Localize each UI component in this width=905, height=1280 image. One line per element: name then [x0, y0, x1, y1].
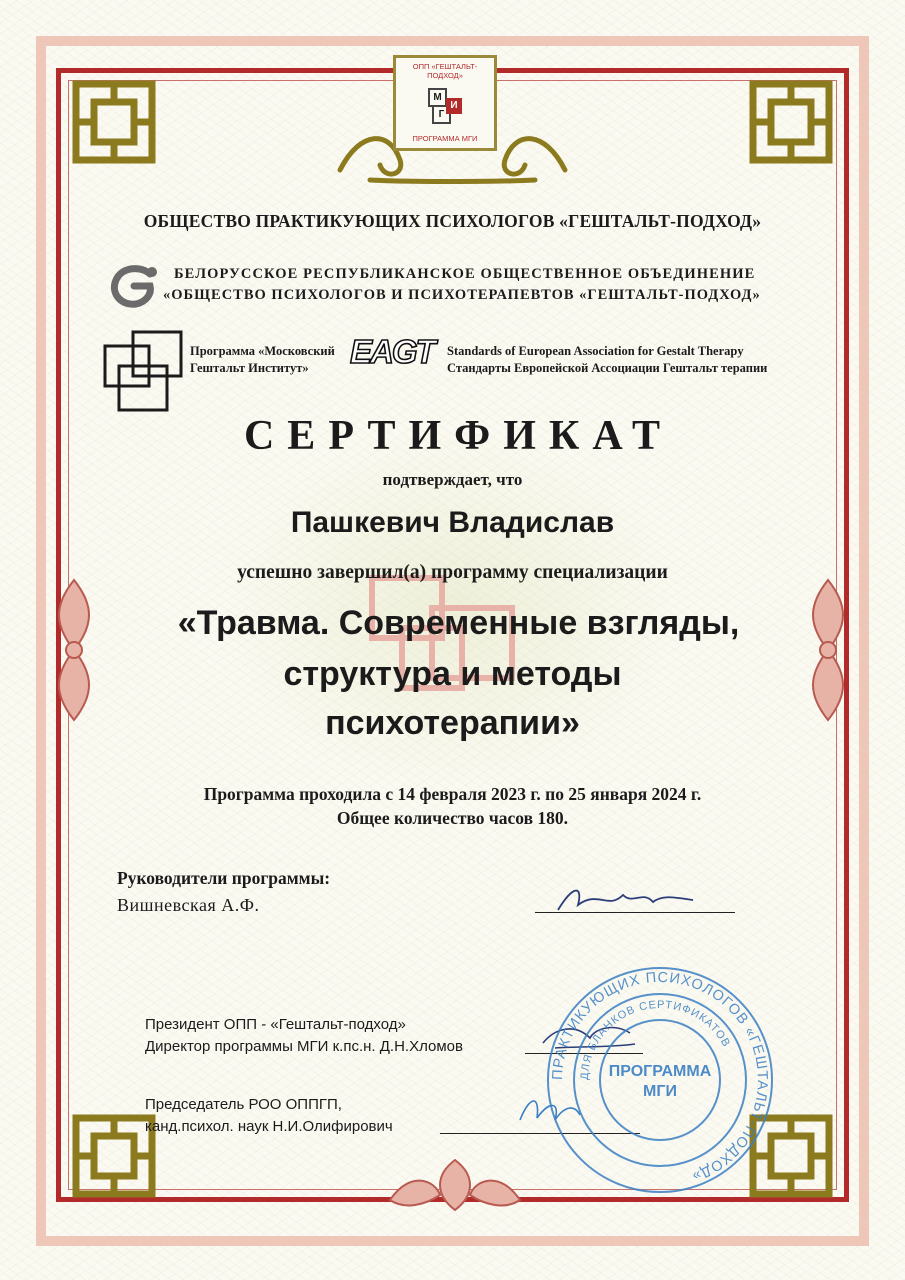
gestalt-g-logo	[108, 264, 160, 308]
belarus-line-1: БЕЛОРУССКОЕ РЕСПУБЛИКАНСКОЕ ОБЩЕСТВЕННОЕ ОБЪЕДИНЕНИЕ	[174, 266, 756, 282]
program-logo	[393, 55, 497, 151]
logo-mark	[426, 88, 466, 124]
seal-inner-text: ДЛЯ БЛАНКОВ СЕРТИФИКАТОВ	[578, 998, 733, 1081]
program-hours: Общее количество часов 180.	[336, 808, 569, 828]
certificate-title: СЕРТИФИКАТ	[243, 413, 674, 459]
belarus-line-2: «ОБЩЕСТВО ПСИХОЛОГОВ И ПСИХОТЕРАПЕВТОВ «ГЕШТАЛЬТ-ПОДХОД»	[163, 287, 761, 303]
floral-side-ornament	[800, 575, 856, 725]
logo-bottom-text: ПРОГРАММА МГИ	[412, 134, 478, 143]
chairman-label: Председатель РОО ОППГП,	[145, 1096, 342, 1113]
chairman-name: канд.психол. наук Н.И.Олифирович	[145, 1118, 393, 1135]
bottom-scroll-ornament	[380, 1150, 530, 1220]
recipient-name: Пашкевич Владислав	[290, 506, 615, 539]
floral-side-ornament	[46, 575, 102, 725]
seal-center-line-2: МГИ	[643, 1083, 677, 1100]
program-line-1: Программа «Московский	[190, 344, 335, 358]
logo-letter-g: Г	[432, 105, 451, 124]
seal-center-line-1: ПРОГРАММА	[608, 1063, 712, 1080]
organization-title: ОБЩЕСТВО ПРАКТИКУЮЩИХ ПСИХОЛОГОВ «ГЕШТАЛЬТ-ПОДХОД»	[143, 211, 762, 231]
corner-knot-ornament	[66, 74, 162, 170]
program-dates: Программа проходила с 14 февраля 2023 г. по 25 января 2024 г.	[203, 784, 702, 804]
leaders-heading: Руководители программы:	[117, 868, 331, 888]
official-seal	[540, 960, 780, 1200]
completed-text: успешно завершил(а) программу специализации	[237, 562, 668, 583]
program-line-2: Гештальт Институт»	[190, 361, 309, 375]
president-label: Президент ОПП - «Гештальт-подход»	[145, 1016, 406, 1033]
logo-letter-m: М	[428, 88, 447, 107]
course-title-line-2: структура и методы	[283, 655, 622, 693]
mgi-squares-logo	[103, 330, 183, 412]
logo-letter-i: И	[446, 98, 462, 114]
eagt-line-2: Стандарты Европейской Ассоциации Гештальт терапии	[447, 361, 768, 375]
leader-name-1: Вишневская А.Ф.	[117, 895, 260, 915]
corner-knot-ornament	[743, 74, 839, 170]
confirms-text: подтверждает, что	[382, 470, 523, 489]
eagt-logo: EAGT	[350, 333, 434, 370]
eagt-line-1: Standards of European Association for Gestalt Therapy	[447, 344, 744, 358]
course-title-line-3: психотерапии»	[325, 704, 580, 742]
director-label: Директор программы МГИ к.пс.н. Д.Н.Хломов	[145, 1038, 463, 1055]
logo-top-text: ОПП «ГЕШТАЛЬТ-ПОДХОД»	[412, 62, 478, 80]
handwritten-signature	[548, 880, 698, 920]
course-title-line-1: «Травма. Современные взгляды,	[177, 604, 740, 642]
seal-ring-text: ПРАКТИКУЮЩИХ ПСИХОЛОГОВ «ГЕШТАЛЬТ-ПОДХОД»	[549, 969, 771, 1185]
